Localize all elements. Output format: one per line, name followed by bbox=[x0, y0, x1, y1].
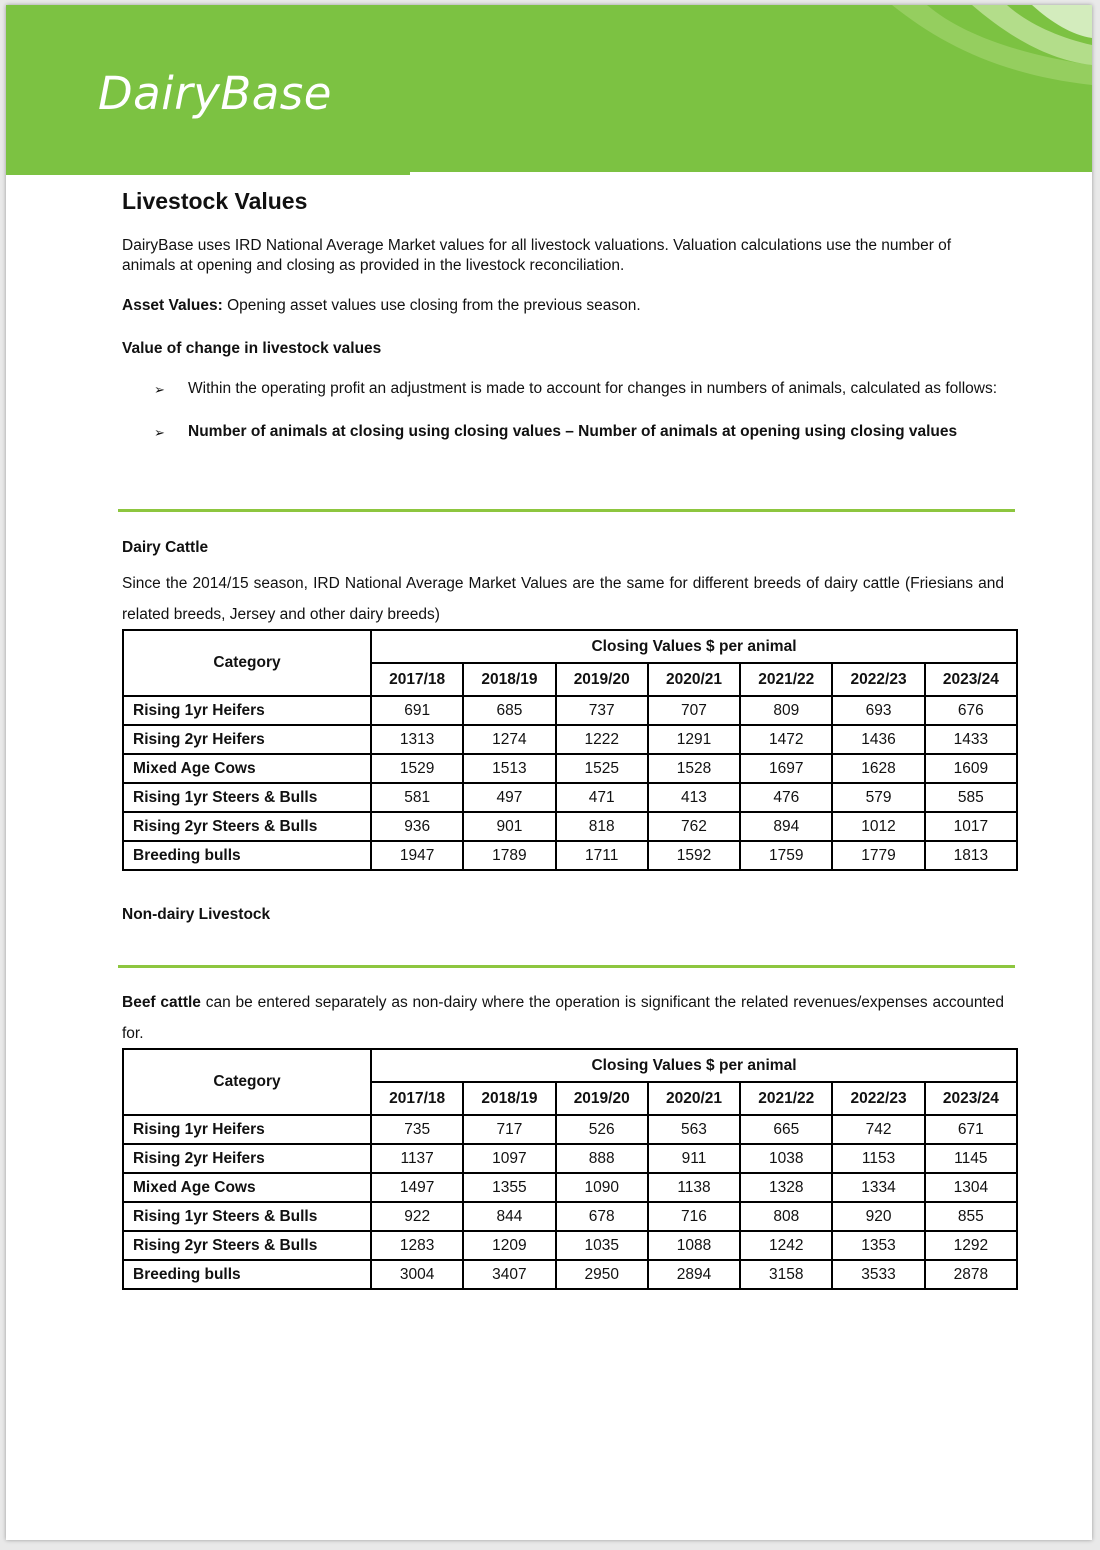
category-cell: Breeding bulls bbox=[123, 1260, 371, 1289]
value-cell: 1035 bbox=[556, 1231, 648, 1260]
value-cell: 1304 bbox=[925, 1173, 1017, 1202]
closing-values-header: Closing Values $ per animal bbox=[371, 1049, 1017, 1082]
value-cell: 1242 bbox=[740, 1231, 832, 1260]
value-cell: 1090 bbox=[556, 1173, 648, 1202]
value-cell: 2878 bbox=[925, 1260, 1017, 1289]
year-header: 2018/19 bbox=[463, 663, 555, 696]
value-cell: 1789 bbox=[463, 841, 555, 870]
category-cell: Mixed Age Cows bbox=[123, 1173, 371, 1202]
value-cell: 1097 bbox=[463, 1144, 555, 1173]
bullet-text: Number of animals at closing using closing values – Number of animals at opening using closing values bbox=[188, 423, 958, 440]
value-cell: 1528 bbox=[648, 754, 740, 783]
value-cell: 1353 bbox=[832, 1231, 924, 1260]
value-cell: 737 bbox=[556, 696, 648, 725]
category-cell: Rising 1yr Steers & Bulls bbox=[123, 1202, 371, 1231]
value-cell: 1355 bbox=[463, 1173, 555, 1202]
category-cell: Rising 2yr Steers & Bulls bbox=[123, 812, 371, 841]
value-cell: 563 bbox=[648, 1115, 740, 1144]
category-header: Category bbox=[123, 630, 371, 696]
year-header: 2022/23 bbox=[832, 1082, 924, 1115]
value-cell: 707 bbox=[648, 696, 740, 725]
value-cell: 693 bbox=[832, 696, 924, 725]
beef-cattle-label: Beef cattle bbox=[122, 994, 201, 1011]
year-header: 2021/22 bbox=[740, 663, 832, 696]
brand-logo: DairyBase bbox=[98, 67, 332, 120]
value-cell: 1153 bbox=[832, 1144, 924, 1173]
value-cell: 808 bbox=[740, 1202, 832, 1231]
year-header: 2023/24 bbox=[925, 663, 1017, 696]
value-cell: 818 bbox=[556, 812, 648, 841]
value-cell: 1592 bbox=[648, 841, 740, 870]
category-cell: Mixed Age Cows bbox=[123, 754, 371, 783]
value-cell: 3407 bbox=[463, 1260, 555, 1289]
calculation-list bbox=[154, 379, 1004, 443]
list-item bbox=[154, 421, 1004, 443]
value-cell: 1779 bbox=[832, 841, 924, 870]
value-cell: 1711 bbox=[556, 841, 648, 870]
value-cell: 1222 bbox=[556, 725, 648, 754]
nondairy-description-text: can be entered separately as non-dairy where the operation is significant the related revenues/expenses accounted for. bbox=[122, 994, 1004, 1042]
value-cell: 1088 bbox=[648, 1231, 740, 1260]
year-header: 2017/18 bbox=[371, 1082, 463, 1115]
nondairy-heading: Non-dairy Livestock bbox=[122, 906, 271, 923]
value-cell: 1209 bbox=[463, 1231, 555, 1260]
table-row bbox=[123, 1115, 1017, 1144]
category-header: Category bbox=[123, 1049, 371, 1115]
value-cell: 742 bbox=[832, 1115, 924, 1144]
nondairy-values-table bbox=[122, 1048, 1018, 1290]
value-cell: 855 bbox=[925, 1202, 1017, 1231]
value-cell: 1433 bbox=[925, 725, 1017, 754]
value-cell: 1145 bbox=[925, 1144, 1017, 1173]
dairy-description: Since the 2014/15 season, IRD National Average Market Values are the same for different breeds of dairy cattle (Friesians and related breeds, Jersey and other dairy breeds) bbox=[122, 575, 1004, 623]
year-header: 2020/21 bbox=[648, 1082, 740, 1115]
value-cell: 809 bbox=[740, 696, 832, 725]
value-cell: 1137 bbox=[371, 1144, 463, 1173]
table-row bbox=[123, 754, 1017, 783]
value-cell: 585 bbox=[925, 783, 1017, 812]
value-cell: 476 bbox=[740, 783, 832, 812]
asset-values-label: Asset Values: bbox=[122, 297, 223, 314]
nondairy-description bbox=[122, 987, 1004, 1049]
category-cell: Rising 2yr Steers & Bulls bbox=[123, 1231, 371, 1260]
value-cell: 911 bbox=[648, 1144, 740, 1173]
value-cell: 1947 bbox=[371, 841, 463, 870]
year-header: 2020/21 bbox=[648, 663, 740, 696]
value-cell: 922 bbox=[371, 1202, 463, 1231]
value-cell: 1436 bbox=[832, 725, 924, 754]
value-cell: 1334 bbox=[832, 1173, 924, 1202]
year-header: 2021/22 bbox=[740, 1082, 832, 1115]
value-cell: 762 bbox=[648, 812, 740, 841]
value-cell: 2950 bbox=[556, 1260, 648, 1289]
value-cell: 685 bbox=[463, 696, 555, 725]
page-title: Livestock Values bbox=[122, 188, 308, 214]
value-cell: 1012 bbox=[832, 812, 924, 841]
swoosh-graphic bbox=[832, 5, 1092, 172]
category-cell: Rising 1yr Heifers bbox=[123, 696, 371, 725]
year-header: 2019/20 bbox=[556, 1082, 648, 1115]
intro-paragraph: DairyBase uses IRD National Average Market values for all livestock valuations. Valuation calculations use the number of animals at opening and closing as provided in the livestock reconciliation. bbox=[122, 237, 952, 274]
value-cell: 920 bbox=[832, 1202, 924, 1231]
value-cell: 1313 bbox=[371, 725, 463, 754]
value-cell: 1472 bbox=[740, 725, 832, 754]
value-cell: 1328 bbox=[740, 1173, 832, 1202]
table-row bbox=[123, 841, 1017, 870]
value-cell: 1138 bbox=[648, 1173, 740, 1202]
table-row bbox=[123, 1202, 1017, 1231]
table-row bbox=[123, 1173, 1017, 1202]
section-divider bbox=[118, 509, 1015, 512]
value-cell: 1017 bbox=[925, 812, 1017, 841]
value-cell: 1813 bbox=[925, 841, 1017, 870]
value-cell: 717 bbox=[463, 1115, 555, 1144]
dairy-heading: Dairy Cattle bbox=[122, 539, 209, 556]
value-cell: 471 bbox=[556, 783, 648, 812]
value-cell: 691 bbox=[371, 696, 463, 725]
bullet-arrow-icon: ➢ bbox=[154, 382, 165, 397]
table-row bbox=[123, 1231, 1017, 1260]
value-cell: 1628 bbox=[832, 754, 924, 783]
section-divider bbox=[118, 965, 1015, 968]
year-header: 2022/23 bbox=[832, 663, 924, 696]
value-cell: 1525 bbox=[556, 754, 648, 783]
table-row bbox=[123, 725, 1017, 754]
value-cell: 678 bbox=[556, 1202, 648, 1231]
year-header: 2019/20 bbox=[556, 663, 648, 696]
category-cell: Rising 2yr Heifers bbox=[123, 1144, 371, 1173]
value-cell: 1497 bbox=[371, 1173, 463, 1202]
category-cell: Rising 2yr Heifers bbox=[123, 725, 371, 754]
asset-values-text: Opening asset values use closing from the previous season. bbox=[222, 297, 641, 314]
value-cell: 676 bbox=[925, 696, 1017, 725]
table-row bbox=[123, 696, 1017, 725]
category-cell: Rising 1yr Steers & Bulls bbox=[123, 783, 371, 812]
value-cell: 901 bbox=[463, 812, 555, 841]
table-row bbox=[123, 812, 1017, 841]
table-row bbox=[123, 1260, 1017, 1289]
value-cell: 671 bbox=[925, 1115, 1017, 1144]
value-cell: 936 bbox=[371, 812, 463, 841]
value-cell: 665 bbox=[740, 1115, 832, 1144]
value-cell: 1292 bbox=[925, 1231, 1017, 1260]
list-item bbox=[154, 379, 1004, 399]
value-cell: 526 bbox=[556, 1115, 648, 1144]
bullet-arrow-icon: ➢ bbox=[154, 425, 165, 440]
dairy-values-table bbox=[122, 629, 1018, 871]
document-page bbox=[6, 5, 1092, 1540]
header-banner bbox=[6, 5, 1092, 172]
value-cell: 894 bbox=[740, 812, 832, 841]
value-cell: 497 bbox=[463, 783, 555, 812]
value-cell: 1038 bbox=[740, 1144, 832, 1173]
value-cell: 3533 bbox=[832, 1260, 924, 1289]
value-cell: 1291 bbox=[648, 725, 740, 754]
value-cell: 888 bbox=[556, 1144, 648, 1173]
asset-values-paragraph bbox=[122, 296, 1002, 316]
value-cell: 1274 bbox=[463, 725, 555, 754]
value-cell: 1529 bbox=[371, 754, 463, 783]
banner-edge bbox=[6, 172, 410, 175]
year-header: 2017/18 bbox=[371, 663, 463, 696]
table-row bbox=[123, 1144, 1017, 1173]
value-cell: 1759 bbox=[740, 841, 832, 870]
year-header: 2023/24 bbox=[925, 1082, 1017, 1115]
value-cell: 735 bbox=[371, 1115, 463, 1144]
value-cell: 3004 bbox=[371, 1260, 463, 1289]
closing-values-header: Closing Values $ per animal bbox=[371, 630, 1017, 663]
year-header: 2018/19 bbox=[463, 1082, 555, 1115]
value-cell: 1609 bbox=[925, 754, 1017, 783]
value-cell: 844 bbox=[463, 1202, 555, 1231]
value-cell: 716 bbox=[648, 1202, 740, 1231]
table-row bbox=[123, 783, 1017, 812]
value-cell: 413 bbox=[648, 783, 740, 812]
category-cell: Rising 1yr Heifers bbox=[123, 1115, 371, 1144]
change-heading: Value of change in livestock values bbox=[122, 340, 382, 357]
value-cell: 1283 bbox=[371, 1231, 463, 1260]
value-cell: 579 bbox=[832, 783, 924, 812]
value-cell: 1513 bbox=[463, 754, 555, 783]
value-cell: 2894 bbox=[648, 1260, 740, 1289]
value-cell: 581 bbox=[371, 783, 463, 812]
value-cell: 1697 bbox=[740, 754, 832, 783]
value-cell: 3158 bbox=[740, 1260, 832, 1289]
category-cell: Breeding bulls bbox=[123, 841, 371, 870]
bullet-text: Within the operating profit an adjustment is made to account for changes in numbers of animals, calculated as follows: bbox=[188, 380, 998, 397]
